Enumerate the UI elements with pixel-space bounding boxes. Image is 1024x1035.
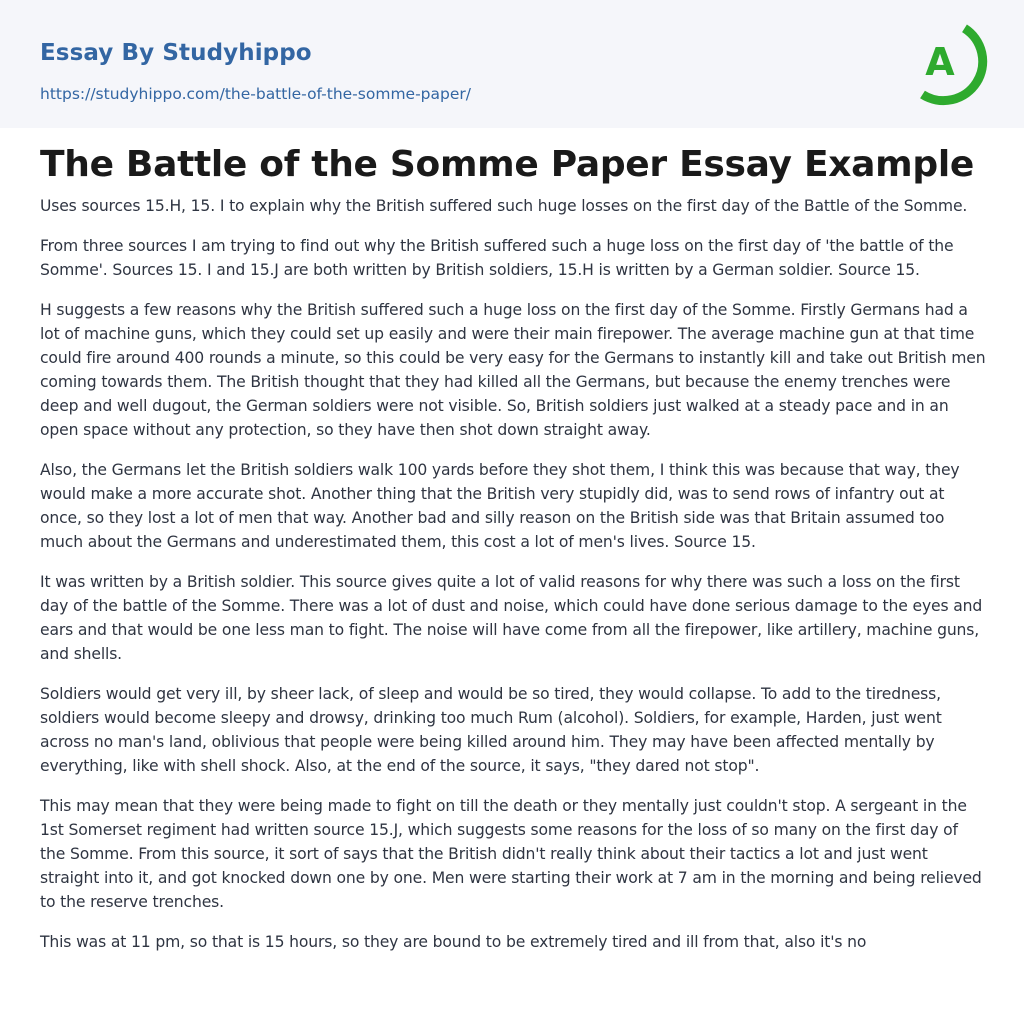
essay-body <box>40 194 986 970</box>
essay-paragraph: This may mean that they were being made to fight on till the death or they mentally just couldn't stop. A sergeant in the 1st Somerset regiment had written source 15.J, which suggests some reasons for the loss of so many on the first day of the Somme. From this source, it sort of says that the British didn't really think about their tactics a lot and just went straight into it, and got knocked down one by one. Men were starting their work at 7 am in the morning and being relieved to the reserve trenches. <box>40 797 982 911</box>
essay-url-link[interactable]: https://studyhippo.com/the-battle-of-the-somme-paper/ <box>40 85 471 103</box>
logo-letter: A <box>925 40 955 84</box>
studyhippo-logo-icon[interactable] <box>908 17 988 107</box>
site-brand[interactable]: Essay By Studyhippo <box>40 40 312 66</box>
essay-paragraph: Soldiers would get very ill, by sheer lack, of sleep and would be so tired, they would collapse. To add to the tiredness, soldiers would become sleepy and drowsy, drinking too much Rum (alcohol). Soldiers, for example, Harden, just went across no man's land, oblivious that people were being killed around him. They may have been affected mentally by everything, like with shell shock. Also, at the end of the source, it says, "they dared not stop". <box>40 685 942 775</box>
site-header <box>0 0 1024 128</box>
essay-paragraph: Also, the Germans let the British soldiers walk 100 yards before they shot them, I think this was because that way, they would make a more accurate shot. Another thing that the British very stupidly did, was to send rows of infantry out at once, so they lost a lot of men that way. Another bad and silly reason on the British side was that Britain assumed too much about the Germans and underestimated them, this cost a lot of men's lives. Source 15. <box>40 461 960 551</box>
essay-paragraph: Uses sources 15.H, 15. I to explain why the British suffered such huge losses on the first day of the Battle of the Somme. <box>40 197 968 215</box>
essay-paragraph: It was written by a British soldier. This source gives quite a lot of valid reasons for why there was such a loss on the first day of the battle of the Somme. There was a lot of dust and noise, which could have done serious damage to the eyes and ears and that would be one less man to fight. The noise will have come from all the firepower, like artillery, machine guns, and shells. <box>40 573 983 663</box>
essay-paragraph: From three sources I am trying to find out why the British suffered such a huge loss on the first day of 'the battle of the Somme'. Sources 15. I and 15.J are both written by British soldiers, 15.H is written by a German soldier. Source 15. <box>40 237 954 279</box>
page-title: The Battle of the Somme Paper Essay Example <box>40 144 974 185</box>
essay-paragraph: This was at 11 pm, so that is 15 hours, so they are bound to be extremely tired and ill from that, also it's no <box>40 933 867 951</box>
essay-paragraph: H suggests a few reasons why the British suffered such a huge loss on the first day of the Somme. Firstly Germans had a lot of machine guns, which they could set up easily and were their main firepower. The average machine gun at that time could fire around 400 rounds a minute, so this could be very easy for the Germans to instantly kill and take out British men coming towards them. The British thought that they had killed all the Germans, but because the enemy trenches were deep and well dugout, the German soldiers were not visible. So, British soldiers just walked at a steady pace and in an open space without any protection, so they have then shot down straight away. <box>40 301 986 439</box>
